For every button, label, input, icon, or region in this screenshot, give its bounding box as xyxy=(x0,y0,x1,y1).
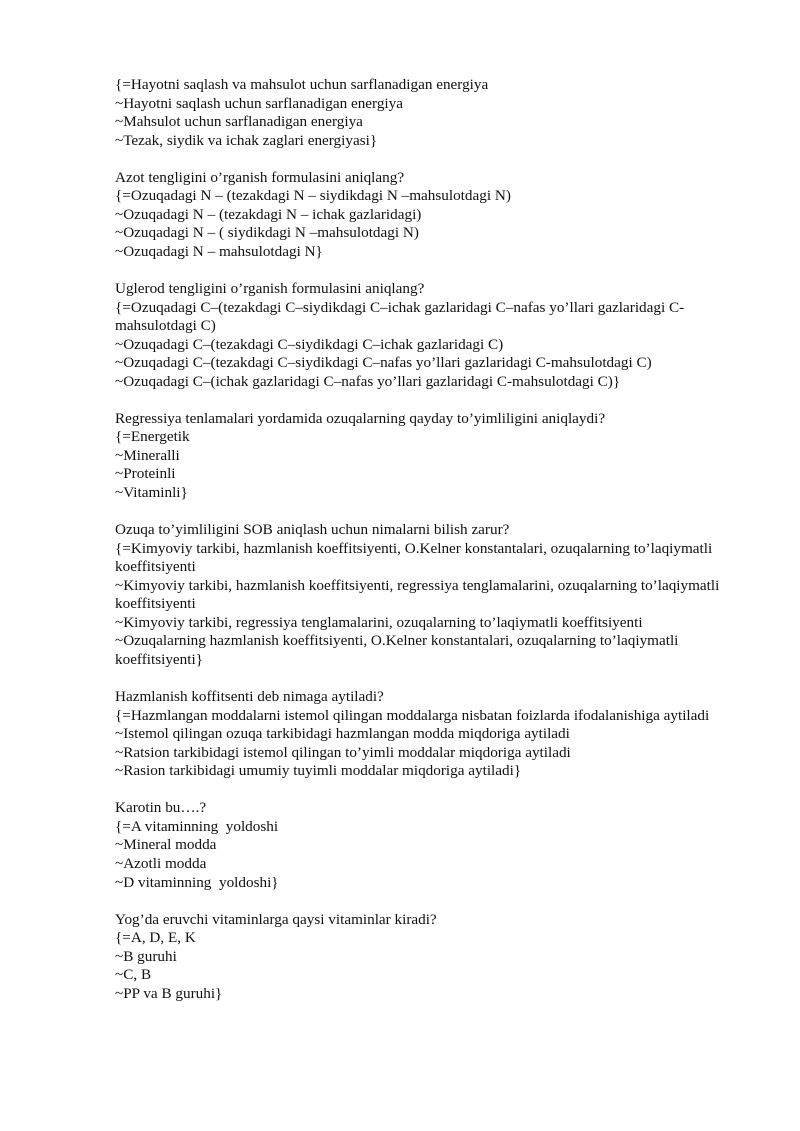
answer-option: ~Ozuqadagi C–(tezakdagi C–siydikdagi C–ichak gazlaridagi C) xyxy=(115,335,504,353)
answer-option: ~Tezak, siydik va ichak zaglari energiyasi} xyxy=(115,131,378,149)
question-text: Azot tengligini o’rganish formulasini aniqlang? xyxy=(115,168,405,186)
question-block-2 xyxy=(115,169,730,262)
answer-correct: {=Ozuqadagi N – (tezakdagi N – siydikdagi N –mahsulotdagi N) xyxy=(115,187,511,205)
answer-correct: {=Energetik xyxy=(115,428,190,446)
answer-option: ~Rasion tarkibidagi umumiy tuyimli moddalar miqdoriga aytiladi} xyxy=(115,762,522,780)
question-text: Regressiya tenlamalari yordamida ozuqalarning qayday to’yimliligini aniqlaydi? xyxy=(115,409,606,427)
question-block-6 xyxy=(115,688,730,781)
answer-correct: {=Ozuqadagi C–(tezakdagi C–siydikdagi C–ichak gazlaridagi C–nafas yo’llari gazlaridagi C-mahsulotdagi C) xyxy=(115,298,685,335)
question-block-5 xyxy=(115,521,730,669)
answer-option: ~Ozuqadagi C–(tezakdagi C–siydikdagi C–nafas yo’llari gazlaridagi C-mahsulotdagi C) xyxy=(115,354,652,372)
answer-option: ~Azotli modda xyxy=(115,854,207,872)
answer-option: ~Ozuqadagi C–(ichak gazlaridagi C–nafas yo’llari gazlaridagi C-mahsulotdagi C)} xyxy=(115,372,621,390)
answer-option: ~PP va B guruhi} xyxy=(115,984,223,1002)
question-text: Karotin bu….? xyxy=(115,799,207,817)
answer-option: ~C, B xyxy=(115,966,152,984)
question-block-3 xyxy=(115,280,730,391)
answer-option: ~Proteinli xyxy=(115,465,176,483)
answer-option: ~Ozuqalarning hazmlanish koeffitsiyenti, O.Kelner konstantalari, ozuqalarning to’laqiymatli koeffitsiyenti} xyxy=(115,632,683,668)
document-page xyxy=(115,76,730,1022)
question-block-8 xyxy=(115,911,730,1004)
question-text: Hazmlanish koffitsenti deb nimaga aytiladi? xyxy=(115,688,384,706)
answer-option: ~Istemol qilingan ozuqa tarkibidagi hazmlangan modda miqdoriga aytiladi xyxy=(115,725,570,743)
question-text: Ozuqa to’yimliligini SOB aniqlash uchun nimalarni bilish zarur? xyxy=(115,521,510,539)
question-block-1 xyxy=(115,76,730,150)
answer-correct: {=Hazmlangan moddalarni istemol qilingan moddalarga nisbatan foizlarda ifodalanishiga aytiladi xyxy=(115,706,710,724)
answer-option: ~Ratsion tarkibidagi istemol qilingan to’yimli moddalar miqdoriga aytiladi xyxy=(115,743,571,761)
answer-correct: {=A vitaminning yoldoshi xyxy=(115,817,279,835)
answer-correct: {=Kimyoviy tarkibi, hazmlanish koeffitsiyenti, O.Kelner konstantalari, ozuqalarning to’laqiymatli koeffitsiyenti xyxy=(115,539,716,576)
answer-option: ~Ozuqadagi N – (tezakdagi N – ichak gazlaridagi) xyxy=(115,205,422,223)
answer-option: ~Kimyoviy tarkibi, hazmlanish koeffitsiyenti, regressiya tenglamalarini, ozuqalarning to’laqiymatli koeffitsiyenti xyxy=(115,576,724,613)
question-text: Yog’da eruvchi vitaminlarga qaysi vitaminlar kiradi? xyxy=(115,910,437,928)
answer-option: ~Vitaminli} xyxy=(115,484,188,502)
answer-correct: {=A, D, E, K xyxy=(115,929,196,947)
answer-option: ~D vitaminning yoldoshi} xyxy=(115,873,279,891)
answer-option: ~Kimyoviy tarkibi, regressiya tenglamalarini, ozuqalarning to’laqiymatli koeffitsiyenti xyxy=(115,613,643,631)
answer-option: ~Ozuqadagi N – ( siydikdagi N –mahsulotdagi N) xyxy=(115,224,419,242)
answer-option: ~Mineral modda xyxy=(115,836,217,854)
question-text: Uglerod tengligini o’rganish formulasini aniqlang? xyxy=(115,280,425,298)
answer-option: ~Ozuqadagi N – mahsulotdagi N} xyxy=(115,242,323,260)
answer-option: ~B guruhi xyxy=(115,947,177,965)
answer-option: ~Mineralli xyxy=(115,446,180,464)
answer-correct: {=Hayotni saqlash va mahsulot uchun sarflanadigan energiya xyxy=(115,76,489,93)
question-block-7 xyxy=(115,799,730,892)
answer-option: ~Mahsulot uchun sarflanadigan energiya xyxy=(115,113,363,131)
answer-option: ~Hayotni saqlash uchun sarflanadigan energiya xyxy=(115,94,403,112)
question-block-4 xyxy=(115,410,730,503)
